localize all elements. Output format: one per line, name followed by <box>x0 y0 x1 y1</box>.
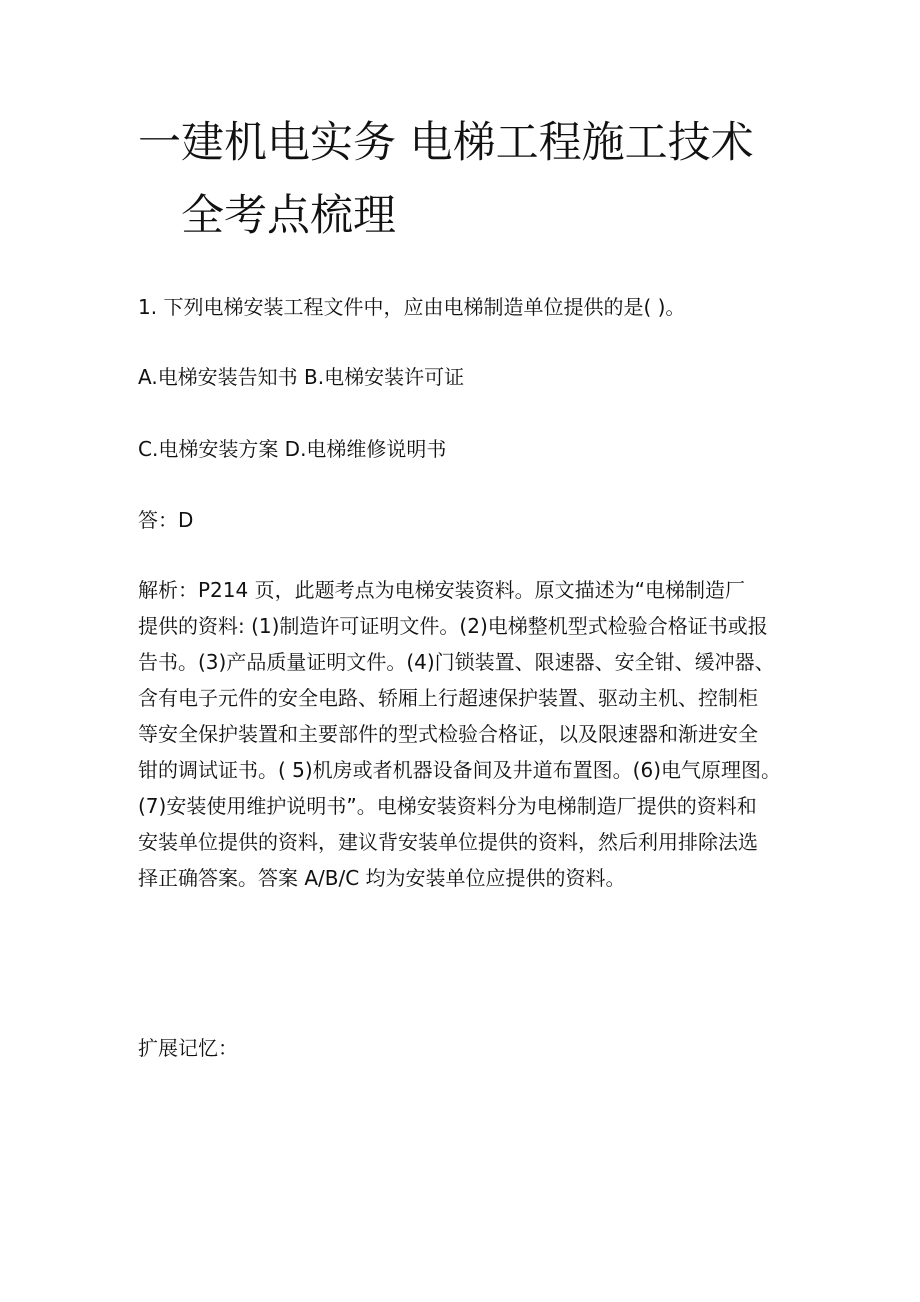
analysis-line: 择正确答案。答案 A/B/C 均为安装单位应提供的资料。 <box>138 866 626 890</box>
analysis-line: 等安全保护装置和主要部件的型式检验合格证，以及限速器和渐进安全 <box>138 722 758 746</box>
analysis-line: 告书。(3)产品质量证明文件。(4)门锁装置、限速器、安全钳、缓冲器、 <box>138 650 775 674</box>
analysis-paragraph <box>138 572 788 896</box>
extended-memory-label: 扩展记忆： <box>138 1036 238 1060</box>
answer-text: 答：D <box>138 508 194 532</box>
analysis-line: 解析：P214 页，此题考点为电梯安装资料。原文描述为“电梯制造厂 <box>138 578 745 602</box>
analysis-line: (7)安装使用维护说明书”。电梯安装资料分为电梯制造厂提供的资料和 <box>138 794 757 818</box>
options-c-d: C.电梯安装方案 D.电梯维修说明书 <box>138 437 447 461</box>
analysis-line: 安装单位提供的资料，建议背安装单位提供的资料，然后利用排除法选 <box>138 830 758 854</box>
question-text: 1. 下列电梯安装工程文件中，应由电梯制造单位提供的是( )。 <box>138 295 686 319</box>
options-a-b: A.电梯安装告知书 B.电梯安装许可证 <box>138 365 465 389</box>
page-title-line-1: 一建机电实务 电梯工程施工技术 <box>138 118 754 168</box>
page-title-line-2: 全考点梳理 <box>181 191 396 241</box>
analysis-line: 提供的资料: (1)制造许可证明文件。(2)电梯整机型式检验合格证书或报 <box>138 614 768 638</box>
analysis-line: 含有电子元件的安全电路、轿厢上行超速保护装置、驱动主机、控制柜 <box>138 686 758 710</box>
analysis-line: 钳的调试证书。( 5)机房或者机器设备间及井道布置图。(6)电气原理图。 <box>138 758 782 782</box>
